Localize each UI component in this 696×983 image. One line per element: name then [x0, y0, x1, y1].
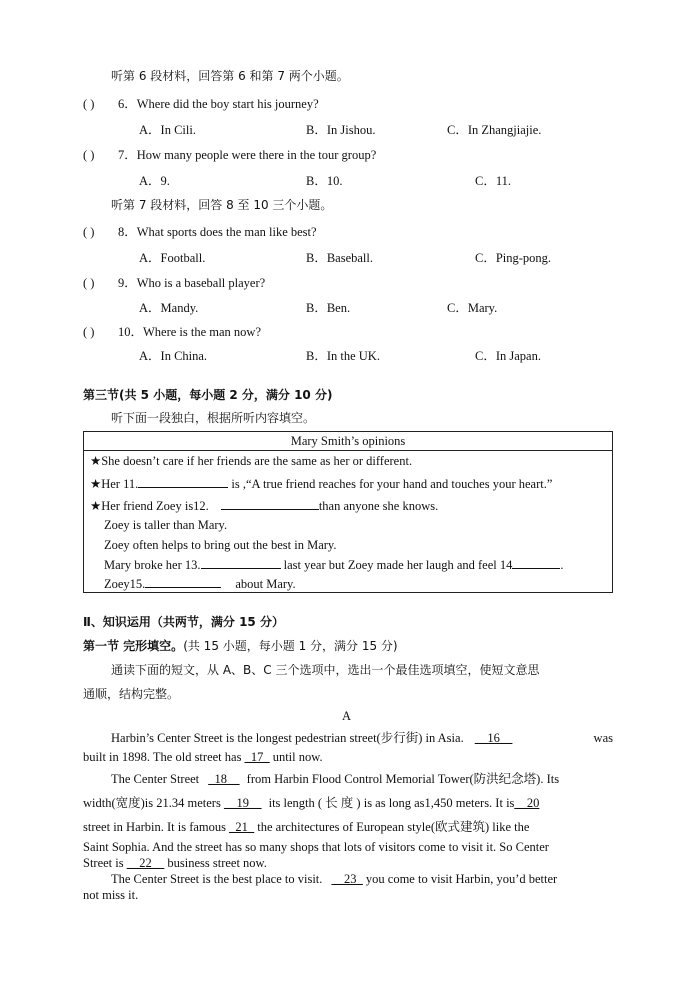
q10-stem: 10．Where is the man now? — [118, 325, 262, 339]
cloze-section-title — [83, 638, 398, 654]
p2l3-end: the architectures of European style(欧式建筑) like the — [257, 820, 530, 834]
q7-stem: 7．How many people were there in the tour group? — [118, 148, 377, 162]
q10-option-c: C．In Japan. — [475, 349, 541, 363]
blank-18[interactable]: _18__ — [208, 772, 240, 786]
p3l1-text: The Center Street is the best place to visit. — [111, 872, 323, 886]
q8-stem: 8．What sports does the man like best? — [118, 225, 317, 239]
passage-p2-line3 — [83, 819, 613, 835]
blank-13[interactable] — [201, 556, 281, 569]
part7-intro: 听第 7 段材料，回答 8 至 10 三个小题。 — [111, 198, 333, 212]
row3-suffix: than anyone she knows. — [318, 499, 439, 513]
table-row-7 — [104, 575, 296, 592]
p3l1-end: you come to visit Harbin, you’d better — [365, 872, 558, 886]
blank-16[interactable]: __16__ — [474, 731, 513, 745]
p2l1-text: The Center Street — [111, 772, 200, 786]
q6-option-b: B．In Jishou. — [306, 123, 376, 137]
p2l5-end: business street now. — [167, 856, 267, 870]
q9-answer-paren[interactable]: ( ) — [83, 276, 95, 290]
q7-option-c: C．11. — [475, 174, 511, 188]
p2l3-text: street in Harbin. It is famous — [83, 820, 227, 834]
q7-answer-paren[interactable]: ( ) — [83, 148, 95, 162]
blank-22[interactable]: __22__ — [126, 856, 165, 870]
q8-option-b: B．Baseball. — [306, 251, 374, 265]
table-row-1: ★She doesn’t care if her friends are the same as her or different. — [90, 454, 413, 468]
passage-p3-line1 — [111, 871, 557, 887]
passage-p1-line1 — [111, 730, 613, 746]
cloze-title-main: 第一节 完形填空。 — [83, 639, 184, 653]
p2l2-middle: its length ( 长 度 ) is as long as1,450 meters. It is — [268, 796, 515, 810]
q8-option-c: C．Ping-pong. — [475, 251, 552, 265]
blank-19[interactable]: __19__ — [223, 796, 262, 810]
blank-20[interactable]: __20 — [514, 796, 540, 810]
p1l2-text: built in 1898. The old street has — [83, 750, 242, 764]
cloze-instruction-1: 通读下面的短文，从 A、B、C 三个选项中，选出一个最佳选项填空，使短文意思 — [111, 663, 540, 677]
q9-option-b: B．Ben. — [306, 301, 351, 315]
q9-option-c: C．Mary. — [447, 301, 498, 315]
section3-instruction: 听下面一段独白，根据所听内容填空。 — [111, 411, 316, 425]
blank-11[interactable] — [138, 475, 228, 488]
row2-suffix: is ,“A true friend reaches for your hand and touches your heart.” — [228, 477, 553, 491]
cloze-instruction-2: 通顺，结构完整。 — [83, 687, 180, 701]
cloze-title-score: (共 15 小题，每小题 1 分，满分 15 分) — [183, 639, 398, 653]
q6-option-c: C．In Zhangjiajie. — [447, 123, 542, 137]
row6-prefix: Mary broke her 13. — [104, 558, 201, 572]
row3-prefix: ★Her friend Zoey is12. — [90, 499, 209, 513]
row6-suffix: . — [560, 558, 564, 572]
passage-p2-line2 — [83, 795, 613, 811]
table-title: Mary Smith’s opinions — [84, 432, 612, 451]
table-row-3 — [90, 497, 438, 514]
p2l2-text: width(宽度)is 21.34 meters — [83, 796, 221, 810]
table-row-6 — [104, 556, 563, 573]
q10-option-b: B．In the UK. — [306, 349, 380, 363]
passage-p2-line4: Saint Sophia. And the street has so many shops that lots of visitors come to visit it. So Center — [83, 840, 549, 854]
q8-answer-paren[interactable]: ( ) — [83, 225, 95, 239]
section3-title: 第三节(共 5 小题，每小题 2 分，满分 10 分) — [83, 388, 333, 402]
p1l1-end: was — [593, 731, 613, 745]
p1l2-end: until now. — [272, 750, 323, 764]
passage-p2-line1 — [111, 771, 559, 787]
part6-intro: 听第 6 段材料，回答第 6 和第 7 两个小题。 — [111, 69, 349, 83]
q6-stem: 6．Where did the boy start his journey? — [118, 97, 319, 111]
passage-p3-line2: not miss it. — [83, 888, 139, 902]
opinions-table — [83, 431, 613, 593]
passage-p1-line2 — [83, 749, 323, 765]
q10-option-a: A．In China. — [139, 349, 208, 363]
blank-15[interactable] — [145, 575, 221, 588]
row2-prefix: ★Her 11. — [90, 477, 139, 491]
q7-option-a: A．9. — [139, 174, 170, 188]
passage-p2-line5 — [83, 855, 267, 871]
part2-title: Ⅱ、知识运用（共两节，满分 15 分） — [83, 615, 284, 629]
blank-14[interactable] — [512, 556, 560, 569]
blank-21[interactable]: _21_ — [229, 820, 255, 834]
q8-option-a: A．Football. — [139, 251, 206, 265]
q10-answer-paren[interactable]: ( ) — [83, 325, 95, 339]
q7-option-b: B．10. — [306, 174, 343, 188]
blank-12[interactable] — [221, 497, 319, 510]
q6-answer-paren[interactable]: ( ) — [83, 97, 95, 111]
passage-label: A — [342, 709, 352, 723]
blank-23[interactable]: __23_ — [331, 872, 363, 886]
table-row-2 — [90, 475, 552, 492]
p2l5-text: Street is — [83, 856, 124, 870]
row7-suffix: about Mary. — [235, 577, 296, 591]
blank-17[interactable]: _17_ — [244, 750, 270, 764]
q6-option-a: A．In Cili. — [139, 123, 196, 137]
table-row-4: Zoey is taller than Mary. — [104, 518, 228, 532]
p1l1-text: Harbin’s Center Street is the longest pedestrian street(步行街) in Asia. — [111, 731, 464, 745]
q9-stem: 9．Who is a baseball player? — [118, 276, 266, 290]
row6-middle: last year but Zoey made her laugh and feel 14 — [280, 558, 513, 572]
row7-prefix: Zoey15. — [104, 577, 146, 591]
q9-option-a: A．Mandy. — [139, 301, 199, 315]
p2l1-end: from Harbin Flood Control Memorial Tower(防洪纪念塔). Its — [246, 772, 560, 786]
table-row-5: Zoey often helps to bring out the best in Mary. — [104, 538, 337, 552]
